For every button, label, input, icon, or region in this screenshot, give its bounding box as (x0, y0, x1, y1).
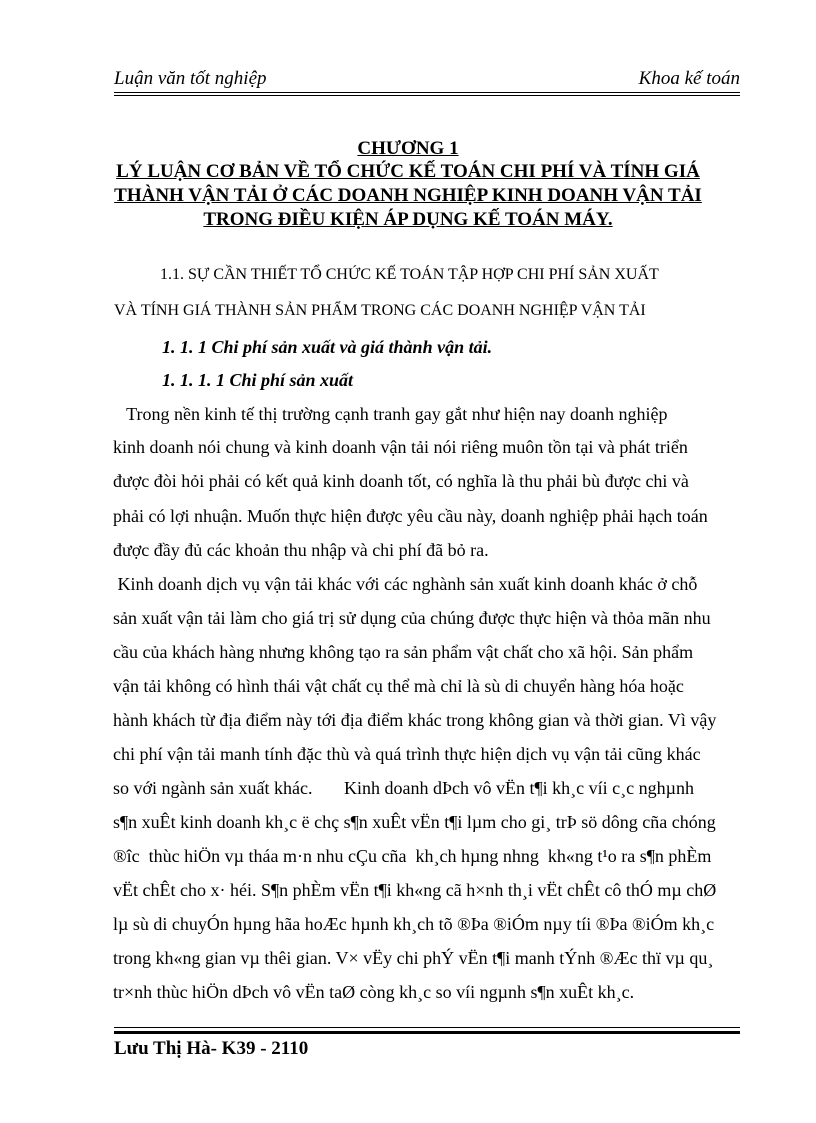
body-line: Kinh doanh dịch vụ vận tải khác với các nghành sản xuất kinh doanh khác ở chỗ (113, 574, 698, 594)
chapter-title-line-3: TRONG ĐIỀU KIỆN ÁP DỤNG KẾ TOÁN MÁY. (203, 209, 613, 230)
footer-rule-thin (114, 1027, 740, 1028)
body-line: trong kh«ng gian vµ thêi gian. V× vËy chi phÝ vËn t¶i manh tÝnh ®Æc thï vµ qu¸ (113, 948, 714, 968)
header-rule-thin-2 (114, 95, 740, 96)
body-line: ®îc thùc hiÖn vµ tháa m·n nhu cÇu cña kh¸ch hµng nhng kh«ng t¹o ra s¶n phÈm (113, 846, 712, 866)
page-header (114, 66, 740, 96)
body-line: được đòi hỏi phải có kết quả kinh doanh tốt, có nghĩa là thu phải bù được chi và (113, 471, 689, 491)
chapter-heading: CHƯƠNG 1 (357, 138, 459, 159)
footer-author: Lưu Thị Hà- K39 - 2110 (114, 1038, 309, 1059)
body-line: so với ngành sản xuất khác. Kinh doanh dÞch vô vËn t¶i kh¸c víi c¸c nghµnh (113, 778, 694, 798)
header-right-text: Khoa kế toán (638, 68, 740, 89)
section-heading-line-1: 1.1. SỰ CẦN THIẾT TỔ CHỨC KẾ TOÁN TẬP HỢP CHI PHÍ SẢN XUẤT (160, 266, 659, 283)
body-line: vận tải không có hình thái vật chất cụ thể mà chỉ là sù di chuyển hàng hóa hoặc (113, 676, 684, 696)
chapter-title-line-1: LÝ LUẬN CƠ BẢN VỀ TỔ CHỨC KẾ TOÁN CHI PHÍ VÀ TÍNH GIÁ (116, 161, 700, 182)
body-line: kinh doanh nói chung và kinh doanh vận tải nói riêng muôn tồn tại và phát triển (113, 437, 688, 457)
body-line: sản xuất vận tải làm cho giá trị sử dụng của chúng được thực hiện và thỏa mãn nhu (113, 608, 711, 628)
body-line: cầu của khách hàng nhưng không tạo ra sản phẩm vật chất cho xã hội. Sản phẩm (113, 642, 694, 662)
body-line: vËt chÊt cho x· héi. S¶n phÈm vËn t¶i kh«ng cã h×nh th¸i vËt chÊt cô thÓ mµ chØ (113, 880, 717, 900)
body-line: tr×nh thùc hiÖn dÞch vô vËn taØ còng kh¸c so víi ngµnh s¶n xuÊt kh¸c. (113, 982, 635, 1002)
subheading-cost-and-price: 1. 1. 1 Chi phí sản xuất và giá thành vận tải. (162, 337, 493, 357)
header-rule-thin (114, 92, 740, 93)
body-line: s¶n xuÊt kinh doanh kh¸c ë chç s¶n xuÊt vËn t¶i lµm cho gi¸ trÞ sö dông cña chóng (113, 812, 716, 832)
body-line: phải có lợi nhuận. Muốn thực hiện được yêu cầu này, doanh nghiệp phải hạch toán (113, 506, 708, 526)
header-left-text: Luận văn tốt nghiệp (114, 68, 267, 89)
footer-rule-thick (114, 1031, 740, 1034)
body-line: hành khách từ địa điểm này tới địa điểm khác trong không gian và thời gian. Vì vậy (113, 710, 717, 730)
chapter-title-line-2: THÀNH VẬN TẢI Ở CÁC DOANH NGHIỆP KINH DOANH VẬN TẢI (114, 185, 702, 206)
body-line: Trong nền kinh tế thị trường cạnh tranh gay gắt như hiện nay doanh nghiệp (113, 404, 668, 424)
body-line: được đầy đủ các khoản thu nhập và chi phí đã bỏ ra. (113, 540, 489, 560)
body-line: lµ sù di chuyÓn hµng hãa hoÆc hµnh kh¸ch tõ ®Þa ®iÓm nµy tíi ®Þa ®iÓm kh¸c (113, 914, 715, 934)
section-heading-line-2: VÀ TÍNH GIÁ THÀNH SẢN PHẨM TRONG CÁC DOANH NGHIỆP VẬN TẢI (114, 302, 646, 319)
subheading-production-cost: 1. 1. 1. 1 Chi phí sản xuất (162, 370, 354, 390)
body-line: chi phí vận tải manh tính đặc thù và quá trình thực hiện dịch vụ vận tải cũng khác (113, 744, 701, 764)
